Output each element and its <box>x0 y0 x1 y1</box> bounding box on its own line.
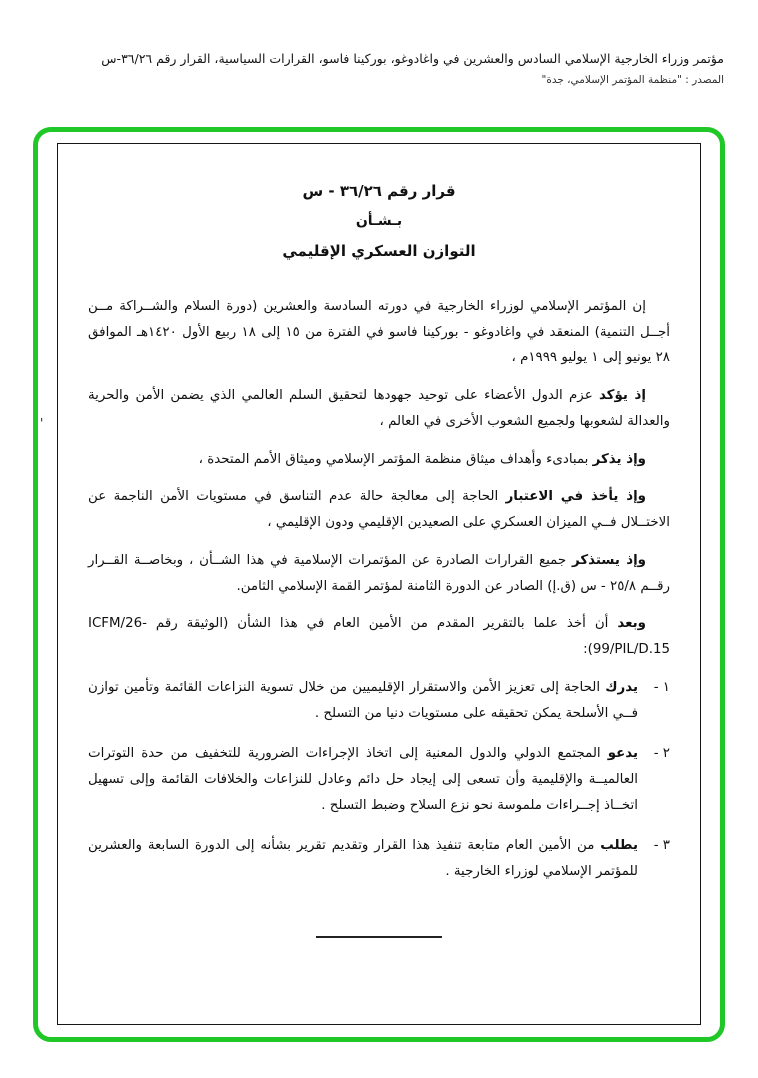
header-source: المصدر : "منظمة المؤتمر الإسلامي، جدة" <box>541 73 724 86</box>
paragraph-text: عزم الدول الأعضاء على توحيد جهودها لتحقيق السلم العالمي الذي يضمن الأمن والحرية والعدالة لشعوبها ولجميع الشعوب الأخرى في العالم ، <box>88 388 670 429</box>
list-item <box>88 833 670 884</box>
resolution-subject-title: التوازن العسكري الإقليمي <box>282 242 476 260</box>
item-number: ٣ - <box>653 838 670 854</box>
item-number: ٢ - <box>653 746 670 762</box>
title-block <box>88 182 670 260</box>
list-item <box>88 675 670 726</box>
preamble-paragraph <box>88 611 670 662</box>
resolution-body <box>88 294 670 885</box>
item-number: ١ - <box>653 679 670 695</box>
item-body: الحاجة إلى تعزيز الأمن والاستقرار الإقليميين من خلال تسوية النزاعات القائمة وتأمين توازن فــي الأسلحة يمكن تحقيقه على مستويات دنيا من التسلح . <box>88 679 638 721</box>
paragraph-lead: وإذ يذكر <box>592 451 646 467</box>
item-body: المجتمع الدولي والدول المعنية إلى اتخاذ الإجراءات الضرورية للتخفيف من حدة التوترات العالميــة والإقليمية وأن تسعى إلى إيجاد حل دائم وعادل للنزاعات والخلافات القائمة وإلى تسهيل اتخــاذ إجــراءات ملموسة نحو نزع السلاح وضبط التسلح . <box>88 746 638 813</box>
item-text <box>88 741 638 818</box>
paragraph-text: جميع القرارات الصادرة عن المؤتمرات الإسلامية في هذا الشــأن ، وبخاصــة القــرار رقــم ٢٥/٨ - س (ق.إ) الصادر عن الدورة الثامنة لمؤتمر القمة الإسلامي الثامن. <box>88 552 670 594</box>
list-item <box>88 741 670 818</box>
scan-artifact-mark: ' <box>40 416 44 430</box>
paragraph-text: إن المؤتمر الإسلامي لوزراء الخارجية في دورته السادسة والعشرين (دورة السلام والشــراكة مــن أجــل التنمية) المنعقد في واغادوغو - بوركينا فاسو في الفترة من ١٥ إلى ١٨ ربيع الأول ١٤٢٠هـ الموافق ٢٨ يونيو إلى ١ يوليو ١٩٩٩م ، <box>88 299 670 366</box>
paragraph-lead: وبعد <box>617 616 646 632</box>
document-page <box>57 143 701 1025</box>
regarding-label: بـشـأن <box>355 213 403 229</box>
resolution-number-title: قرار رقم ٣٦/٢٦ - س <box>302 182 456 200</box>
document-header <box>34 50 724 86</box>
preamble-paragraph <box>88 294 670 371</box>
preamble-paragraph <box>88 548 670 599</box>
item-body: من الأمين العام متابعة تنفيذ هذا القرار وتقديم تقرير بشأنه إلى الدورة السابعة والعشرين للمؤتمر الإسلامي لوزراء الخارجية . <box>88 838 638 880</box>
operative-items <box>88 675 670 885</box>
item-lead: يطلب <box>600 838 638 854</box>
paragraph-text: الحاجة إلى معالجة حالة عدم التناسق في مستويات الأمن الناجمة عن الاختــلال فــي الميزان العسكري على الصعيدين الإقليمي ودون الإقليمي ، <box>88 489 670 531</box>
document-content <box>58 144 700 1024</box>
preamble-paragraph <box>88 484 670 535</box>
green-frame <box>33 127 725 1042</box>
item-lead: يدعو <box>607 746 638 762</box>
footer-rule <box>316 936 442 938</box>
paragraph-text: أن أخذ علما بالتقرير المقدم من الأمين العام في هذا الشأن (الوثيقة رقم ICFM/26-99/PIL/D.15): <box>88 616 670 658</box>
paragraph-text: بمبادىء وأهداف ميثاق منظمة المؤتمر الإسلامي وميثاق الأمم المتحدة ، <box>198 451 593 467</box>
item-text <box>88 833 638 884</box>
item-text <box>88 675 638 726</box>
paragraph-lead: وإذ يستذكر <box>571 552 646 568</box>
item-lead: يدرك <box>605 679 638 695</box>
paragraph-lead: وإذ يأخذ في الاعتبار <box>505 489 647 505</box>
paragraph-lead: إذ يؤكد <box>598 388 646 404</box>
header-citation: مؤتمر وزراء الخارجية الإسلامي السادس والعشرين في واغادوغو، بوركينا فاسو، القرارات السياسية، القرار رقم ٣٦/٢٦-س <box>101 51 724 66</box>
preamble-paragraph <box>88 383 670 434</box>
preamble-paragraph <box>88 447 670 473</box>
